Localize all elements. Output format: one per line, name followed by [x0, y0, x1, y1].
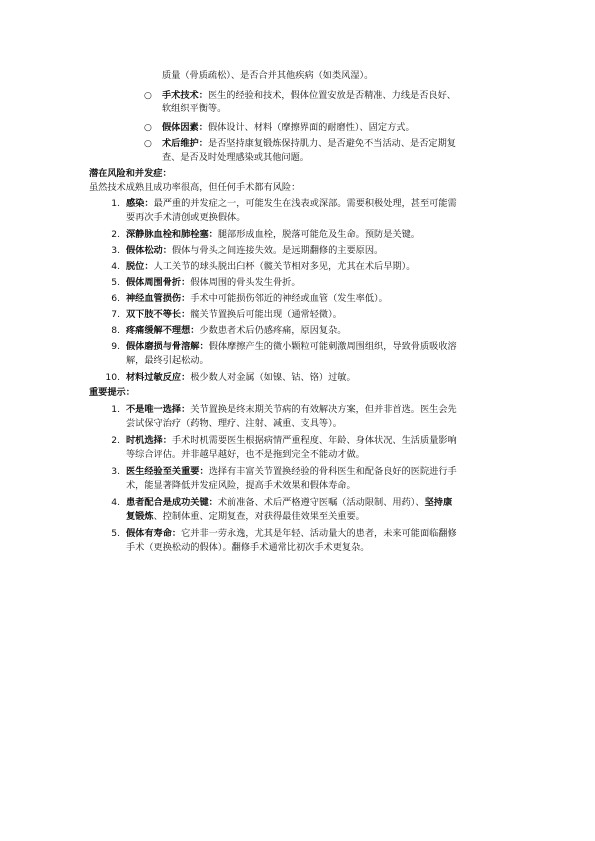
list-number: 6.: [111, 293, 120, 304]
section-heading-tips: 重要提示：: [89, 387, 135, 398]
list-number: 4.: [111, 261, 120, 272]
list-number: 9.: [111, 341, 120, 352]
list-item-cont: 尝试保守治疗（药物、理疗、注射、减重、支具等）。: [126, 418, 342, 429]
continuation-text: 质量（骨质疏松）、是否合并其他疾病（如类风湿）。: [162, 70, 374, 81]
list-item-cont: 手术（更换松动的假体）。翻修手术通常比初次手术更复杂。: [126, 542, 370, 553]
list-number: 2.: [111, 435, 120, 446]
sub-item-cont: 软组织平衡等。: [162, 103, 227, 114]
list-number: 2.: [111, 229, 120, 240]
list-number: 1.: [111, 198, 120, 209]
list-number: 3.: [111, 245, 120, 256]
sub-item: 术后维护：是否坚持康复锻炼保持肌力、是否避免不当活动、是否定期复: [162, 138, 456, 149]
list-number: 8.: [111, 325, 120, 336]
list-number: 7.: [111, 309, 120, 320]
list-item: 假体周围骨折：假体周围的骨头发生骨折。: [126, 277, 301, 288]
list-item: 不是唯一选择：关节置换是终末期关节病的有效解决方案，但并非首选。医生会先: [126, 404, 457, 415]
list-number: 10.: [105, 372, 120, 383]
list-item: 脱位：人工关节的球头脱出臼杯（髋关节相对多见，尤其在术后早期）。: [126, 261, 416, 272]
list-item: 医生经验至关重要：选择有丰富关节置换经验的骨科医生和配备良好的医院进行手: [126, 466, 457, 477]
sub-item: 手术技术：医生的经验和技术，假体位置安放是否精准、力线是否良好、: [162, 90, 456, 101]
list-item: 深静脉血栓和肺栓塞：腿部形成血栓，脱落可能危及生命。预防是关键。: [126, 229, 420, 240]
risks-intro: 虽然技术成熟且成功率很高，但任何手术都有风险：: [89, 182, 301, 193]
sub-item-cont: 查、是否及时处理感染或其他问题。: [162, 152, 309, 163]
section-heading-risks: 潜在风险和并发症：: [89, 168, 172, 179]
list-item: 假体松动：假体与骨头之间连接失效。是远期翻修的主要原因。: [126, 245, 384, 256]
list-item: 疼痛缓解不理想：少数患者术后仍感疼痛，原因复杂。: [126, 325, 347, 336]
list-item: 假体磨损与骨溶解：假体摩擦产生的微小颗粒可能刺激周围组织，导致骨质吸收溶: [126, 341, 457, 352]
list-item: 感染：最严重的并发症之一，可能发生在浅表或深部。需要积极处理，甚至可能需: [126, 198, 457, 209]
list-item-cont: 术，能显著降低并发症风险，提高手术效果和假体寿命。: [126, 480, 356, 491]
list-number: 1.: [111, 404, 120, 415]
list-number: 5.: [111, 277, 120, 288]
hollow-bullet-icon: ○: [144, 91, 152, 101]
sub-item: 假体因素：假体设计、材料（摩擦界面的耐磨性）、固定方式。: [162, 122, 415, 133]
list-number: 5.: [111, 528, 120, 539]
list-item-cont: 解，最终引起松动。: [126, 355, 209, 366]
list-item: 时机选择：手术时机需要医生根据病情严重程度、年龄、身体状况、生活质量影响: [126, 435, 457, 446]
list-item-cont: 复锻炼、控制体重、定期复查，对获得最佳效果至关重要。: [126, 511, 365, 522]
list-number: 3.: [111, 466, 120, 477]
list-item-cont: 要再次手术清创或更换假体。: [126, 212, 246, 223]
list-item-cont: 等综合评估。并非越早越好，也不是拖到完全不能动才做。: [126, 449, 365, 460]
list-item: 材料过敏反应：极少数人对金属（如镍、钴、铬）过敏。: [126, 372, 356, 383]
list-number: 4.: [111, 497, 120, 508]
hollow-bullet-icon: ○: [144, 123, 152, 133]
list-item: 双下肢不等长：髋关节置换后可能出现（通常轻微）。: [126, 309, 342, 320]
list-item: 神经血管损伤：手术中可能损伤邻近的神经或血管（发生率低）。: [126, 293, 388, 304]
hollow-bullet-icon: ○: [144, 139, 152, 149]
list-item: 假体有寿命：它并非一劳永逸，尤其是年轻、活动量大的患者，未来可能面临翻修: [126, 528, 457, 539]
list-item: 患者配合是成功关键：术前准备、术后严格遵守医嘱（活动限制、用药）、坚持康: [126, 497, 453, 508]
